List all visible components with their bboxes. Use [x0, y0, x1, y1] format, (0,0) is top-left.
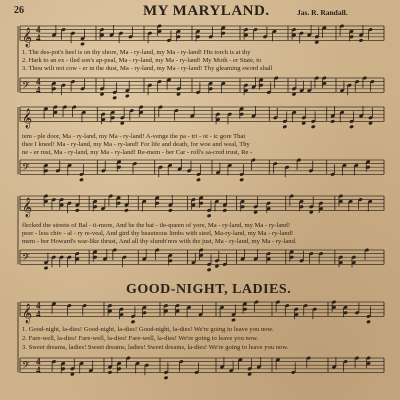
note-head — [311, 125, 316, 129]
note-head — [207, 214, 212, 218]
treble-clef: 𝄞 — [22, 303, 33, 324]
lyric-line: 2. Hark to an ex - iled son's ap-peal, Ma - ry-land, my Ma - ry-land! My Moth - er State, to — [22, 57, 262, 64]
lyric-line: tem - ple door, Ma - ry-land, my Ma - ry-land! A-venge the pa - tri - ot - ic gore That — [22, 133, 246, 140]
note-head — [44, 266, 49, 270]
time-signature-bottom: 4 — [36, 84, 41, 95]
lyric-line: 1. The des-pot's heel is on thy shore, Ma - ry-land, my Ma - ry-land! His torch is at thy — [22, 49, 251, 56]
note-head — [359, 38, 364, 42]
treble-clef: 𝄞 — [22, 197, 33, 218]
note-head — [80, 42, 85, 46]
time-signature-top: 4 — [36, 356, 41, 367]
note-head — [125, 94, 130, 98]
lyric-line: ne - er rust, Ma - ry-land, my Ma - ry-land! Re-mem - ber Car - roll's sa-cred trust, Re - — [22, 149, 253, 156]
song-title-good-night-ladies: GOOD-NIGHT, LADIES. — [126, 282, 292, 297]
time-signature-bottom: 4 — [36, 32, 41, 43]
lyric-line: thee I kneel! Ma - ry-land, my Ma - ry-land! For life and death, for woe and weal, Thy — [22, 141, 250, 148]
note-head — [75, 208, 80, 212]
note-head — [131, 320, 136, 324]
bass-clef: 𝄢 — [22, 79, 30, 94]
note-head — [196, 178, 201, 182]
lyric-line: peer - less chiv - al - ry re-veal, And gird thy beauteous limbs with steel, Ma-ry-land, my Ma - ry-land! — [22, 230, 294, 237]
treble-clef: 𝄞 — [22, 27, 33, 48]
lyric-line: flecked the streets of Bal - ti-more, And be the bat - tle-queen of yore, Ma - ry-land, my Ma - ry-land! — [22, 222, 291, 229]
song-title-my-maryland: MY MARYLAND. — [143, 3, 270, 19]
bass-clef: 𝄢 — [22, 251, 30, 266]
note-head — [79, 178, 84, 182]
treble-clef: 𝄞 — [22, 108, 33, 129]
note-head — [349, 125, 354, 129]
lyric-line: 1. Good-night, la-dies! Good-night, la-dies! Good-night, la-dies! We're going to leave you now. — [22, 326, 274, 333]
bass-clef: 𝄢 — [22, 161, 30, 176]
time-signature-top: 4 — [36, 300, 41, 311]
note-head — [282, 125, 287, 129]
note-head — [168, 208, 173, 212]
note-head — [207, 268, 212, 272]
lyric-line: 2. Fare-well, la-dies! Fare-well, la-dies! Fare-well, la-dies! We're going to leave you now. — [22, 335, 259, 342]
composer-credit: Jas. R. Randall. — [297, 8, 348, 17]
lyric-line: mem - ber Howard's war-like thrust, And all thy slumb'rers with the just, Ma - ry-land, my Ma - ry-land. — [22, 238, 297, 245]
note-head — [366, 320, 371, 324]
note-head — [231, 318, 236, 322]
note-head — [239, 178, 244, 182]
note-head — [222, 208, 227, 212]
note-head — [112, 96, 117, 100]
note-head — [124, 208, 129, 212]
note-head — [164, 376, 169, 380]
lyric-line: 3. Sweet dreams, ladies! Sweet dreams, ladies! Sweet dreams, la-dies! We're going to leave you now. — [22, 344, 289, 351]
note-head — [108, 370, 113, 374]
page-number: 26 — [14, 5, 24, 16]
note-head — [330, 119, 335, 123]
bass-clef: 𝄢 — [22, 359, 30, 374]
lyric-line: 3. Thou wilt not cow - er in the dust, Ma - ry-land, my Ma - ry-land! Thy gleaming sword shall — [22, 65, 273, 72]
time-signature-bottom: 4 — [36, 308, 41, 319]
time-signature-bottom: 4 — [36, 364, 41, 375]
time-signature-top: 4 — [36, 76, 41, 87]
time-signature-top: 4 — [36, 24, 41, 35]
